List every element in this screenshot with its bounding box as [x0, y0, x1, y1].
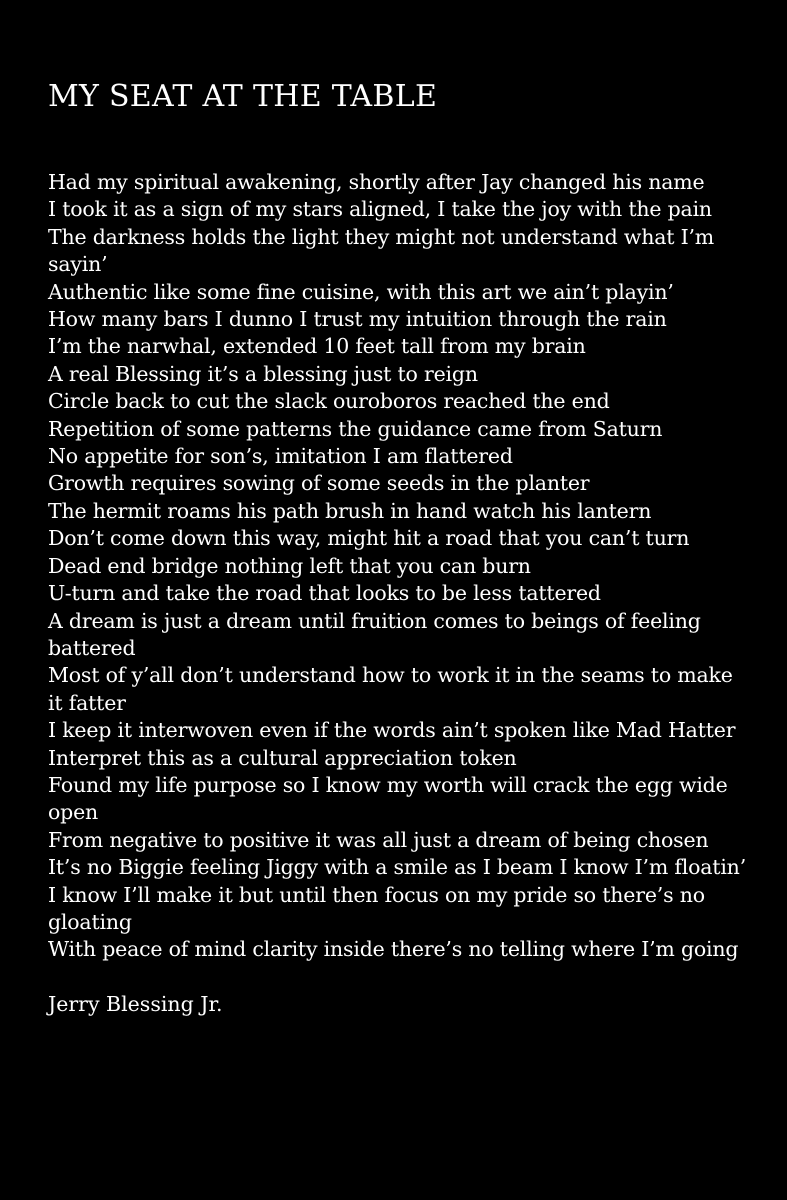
poem-line: No appetite for son’s, imitation I am flattered	[48, 444, 513, 469]
poem-page	[48, 78, 748, 1018]
poem-line: With peace of mind clarity inside there’s no telling where I’m going	[48, 937, 739, 962]
poem-line: Growth requires sowing of some seeds in the planter	[48, 471, 590, 496]
poem-line: I took it as a sign of my stars aligned, I take the joy with the pain	[48, 197, 712, 222]
poem-body	[48, 169, 748, 964]
poem-line: Authentic like some fine cuisine, with this art we ain’t playin’	[48, 279, 674, 304]
poem-line: A real Blessing it’s a blessing just to reign	[48, 361, 478, 386]
poem-line: Found my life purpose so I know my worth will crack the egg wide open	[48, 772, 728, 825]
poem-line: From negative to positive it was all just a dream of being chosen	[48, 827, 709, 852]
poem-line: The darkness holds the light they might not understand what I’m sayin’	[48, 224, 715, 277]
poem-author: Jerry Blessing Jr.	[48, 991, 223, 1016]
poem-line: Dead end bridge nothing left that you can burn	[48, 553, 531, 578]
poem-line: Had my spiritual awakening, shortly after Jay changed his name	[48, 170, 705, 194]
poem-line: Don’t come down this way, might hit a road that you can’t turn	[48, 526, 690, 551]
poem-line: I’m the narwhal, extended 10 feet tall from my brain	[48, 334, 586, 359]
poem-line: Most of y’all don’t understand how to work it in the seams to make it fatter	[48, 663, 733, 715]
poem-line: I know I’ll make it but until then focus on my pride so there’s no gloating	[48, 882, 705, 934]
poem-line: It’s no Biggie feeling Jiggy with a smile as I beam I know I’m floatin’	[48, 855, 747, 880]
poem-title: MY SEAT AT THE TABLE	[48, 79, 438, 114]
poem-line: The hermit roams his path brush in hand watch his lantern	[48, 498, 652, 523]
poem-line: A dream is just a dream until fruition comes to beings of feeling battered	[48, 608, 701, 660]
poem-line: U-turn and take the road that looks to be less tattered	[48, 581, 601, 606]
poem-line: Circle back to cut the slack ouroboros reached the end	[48, 389, 610, 414]
poem-line: How many bars I dunno I trust my intuition through the rain	[48, 307, 667, 332]
poem-line: I keep it interwoven even if the words ain’t spoken like Mad Hatter	[48, 718, 736, 743]
poem-line: Interpret this as a cultural appreciation token	[48, 745, 517, 770]
poem-line: Repetition of some patterns the guidance came from Saturn	[48, 416, 663, 441]
